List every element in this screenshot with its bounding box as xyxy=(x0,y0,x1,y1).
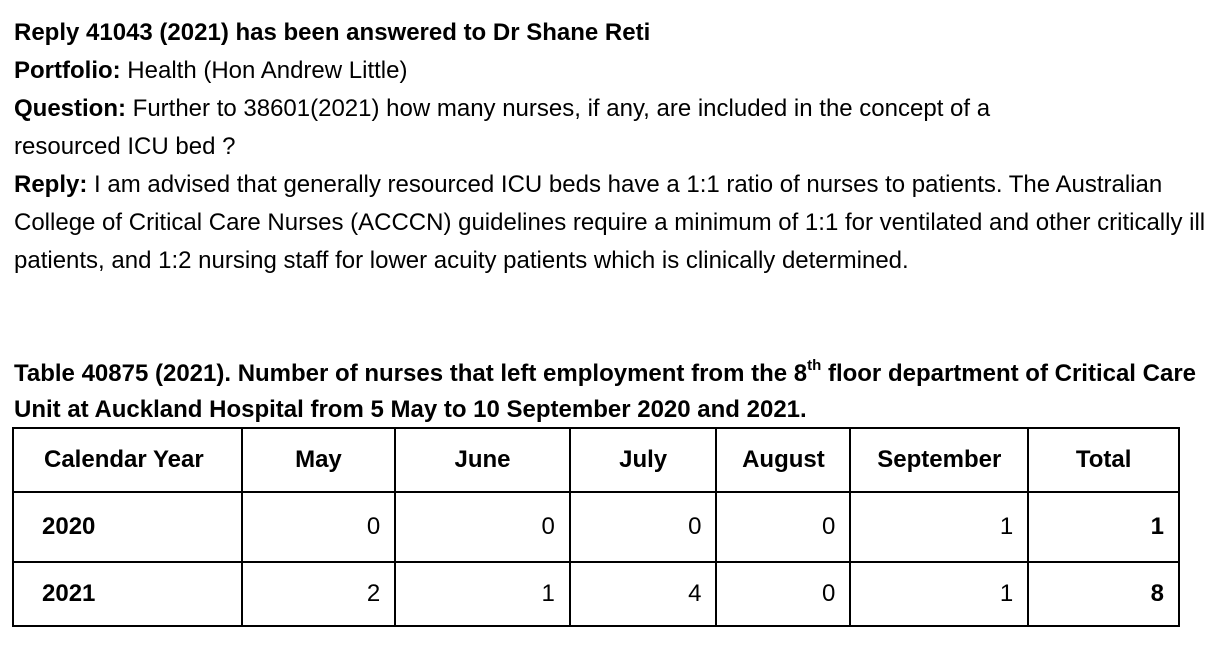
table-caption-part2: floor department of Critical Care Unit at Auckland Hospital from 5 May to 10 September 2020 and 2021. xyxy=(14,360,1197,423)
question-text: Further to 38601(2021) how many nurses, if any, are included in the concept of a xyxy=(126,95,991,122)
reply-label: Reply: xyxy=(14,171,88,198)
table-caption xyxy=(14,356,1204,428)
header-june: June xyxy=(395,428,570,492)
table-row xyxy=(13,562,1179,626)
header-total: Total xyxy=(1028,428,1179,492)
portfolio-value: Health (Hon Andrew Little) xyxy=(120,57,408,84)
table-header-row xyxy=(13,428,1179,492)
cell-august: 0 xyxy=(716,562,850,626)
reply-paragraph xyxy=(14,166,1206,280)
cell-september: 1 xyxy=(850,562,1028,626)
question-label: Question: xyxy=(14,95,126,122)
cell-july: 4 xyxy=(570,562,717,626)
cell-august: 0 xyxy=(716,492,850,562)
cell-total: 1 xyxy=(1028,492,1179,562)
cell-year: 2020 xyxy=(13,492,242,562)
portfolio-label: Portfolio: xyxy=(14,57,121,84)
question-line xyxy=(14,90,1206,128)
cell-june: 0 xyxy=(395,492,570,562)
header-september: September xyxy=(850,428,1028,492)
nurses-table xyxy=(12,427,1180,627)
table-caption-superscript: th xyxy=(807,357,822,374)
header-calendar-year: Calendar Year xyxy=(13,428,242,492)
cell-total: 8 xyxy=(1028,562,1179,626)
header-july: July xyxy=(570,428,717,492)
cell-september: 1 xyxy=(850,492,1028,562)
cell-may: 2 xyxy=(242,562,396,626)
table-caption-part1: Table 40875 (2021). Number of nurses that left employment from the 8 xyxy=(14,360,808,387)
reply-text: I am advised that generally resourced ICU beds have a 1:1 ratio of nurses to patients. The Australian College of Critical Care Nurses (ACCCN) guidelines require a minimum of 1:1 for ventilated and other critically ill patients, and 1:2 nursing staff for lower acuity patients which is clinically determined. xyxy=(14,171,1206,274)
cell-june: 1 xyxy=(395,562,570,626)
header-may: May xyxy=(242,428,396,492)
table-row xyxy=(13,492,1179,562)
reply-document xyxy=(14,14,1206,280)
question-text-continued: resourced ICU bed ? xyxy=(14,133,236,160)
reply-title: Reply 41043 (2021) has been answered to Dr Shane Reti xyxy=(14,19,651,46)
cell-july: 0 xyxy=(570,492,717,562)
header-august: August xyxy=(716,428,850,492)
cell-may: 0 xyxy=(242,492,396,562)
portfolio-line xyxy=(14,52,1206,90)
cell-year: 2021 xyxy=(13,562,242,626)
